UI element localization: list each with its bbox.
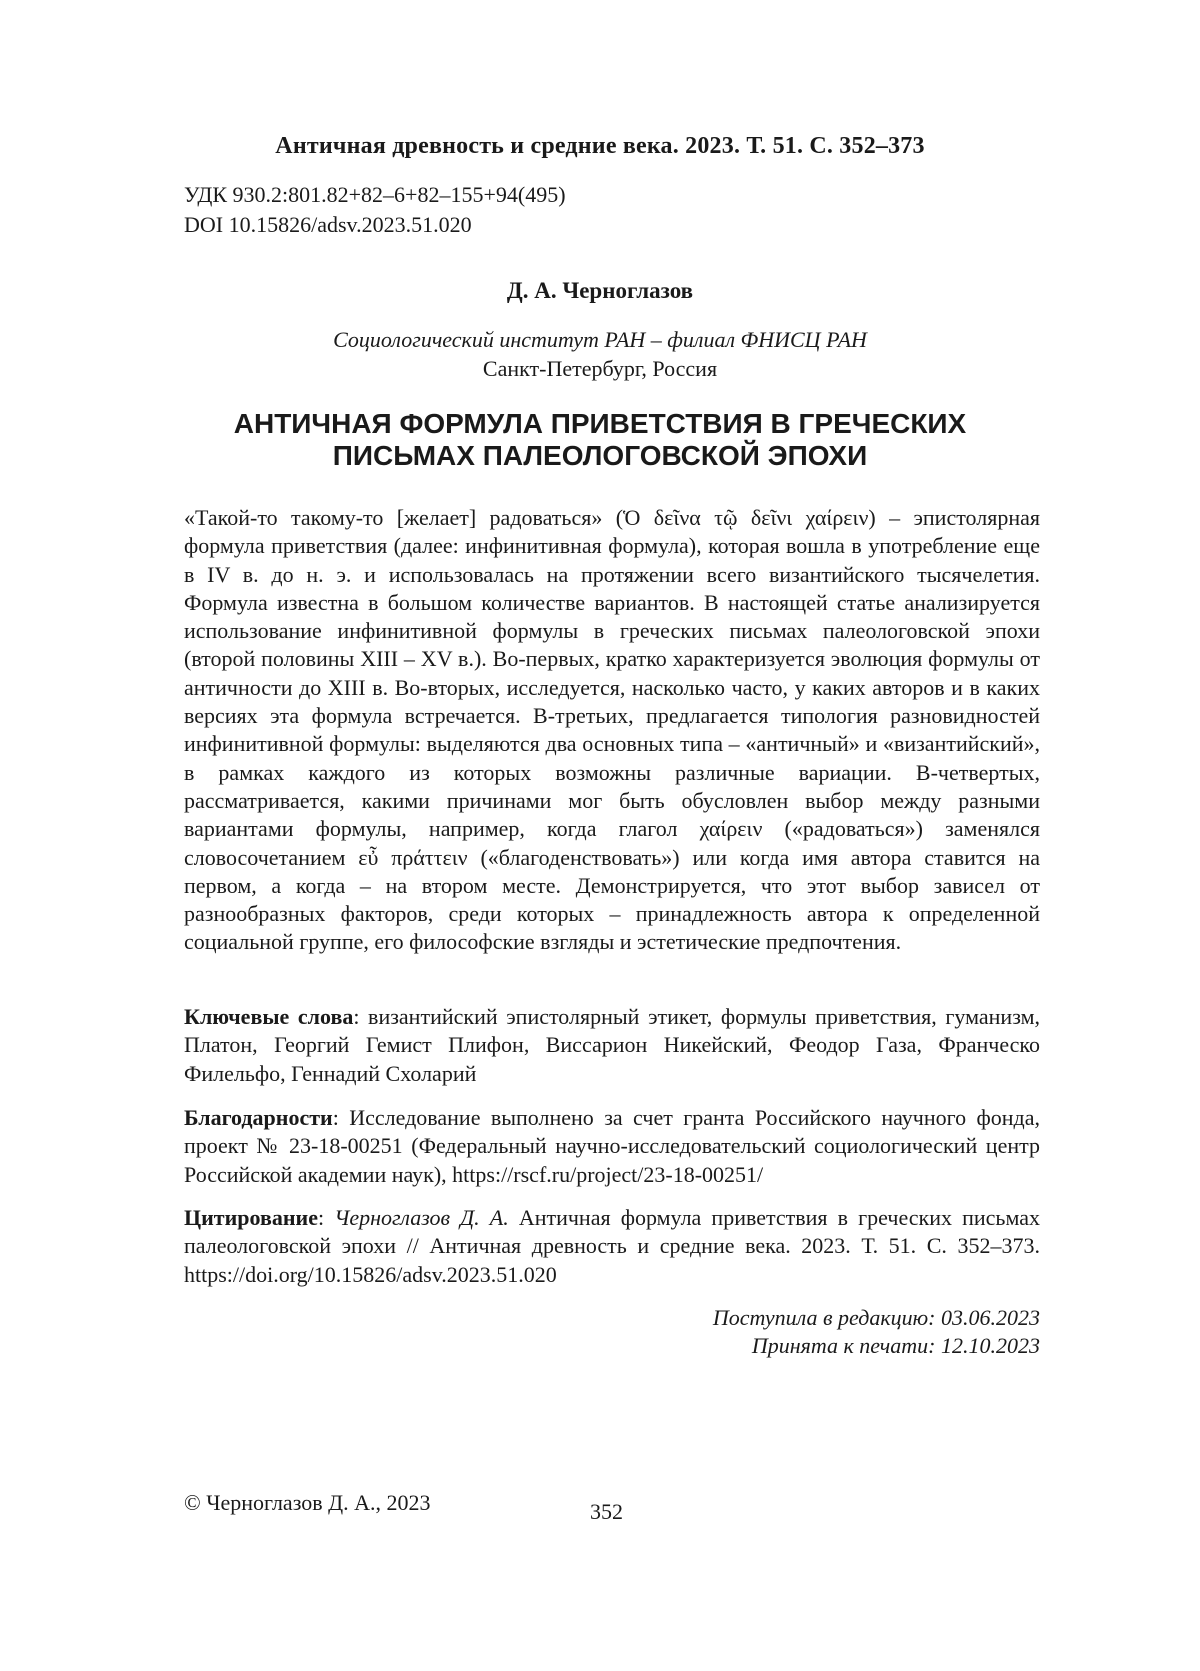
citation-text: Античная формула приветствия в греческих письмах палеологовской эпохи // Античная древность и средние века. 2023. Т. 51. С. 352–373. https://doi.org/10.15826/adsv.2023.51.020	[184, 1205, 1040, 1287]
keywords	[184, 1003, 1040, 1088]
page-number: 352	[590, 1499, 623, 1524]
affiliation-institution: Социологический институт РАН – филиал ФНИСЦ РАН	[333, 327, 867, 352]
affiliation	[0, 325, 1200, 383]
abstract: «Такой-то такому-то [желает] радоваться» (Ὁ δεῖνα τῷ δεῖνι χαίρειν) – эпистолярная формула приветствия (далее: инфинитивная формула), которая вошла в употребление еще в IV в. до н. э. и использовалась на протяжении всего византийского тысячелетия. Формула известна в большом количестве вариантов. В настоящей статье анализируется использование инфинитивной формулы в греческих письмах палеологовской эпохи (второй половины XIII – XV в.). Во-первых, кратко характеризуется эволюция формулы от античности до XIII в. Во-вторых, исследуется, насколько часто, у каких авторов и в каких версиях эта формула встречается. В-третьих, предлагается типология разновидностей инфинитивной формулы: выделяются два основных типа – «античный» и «византийский», в рамках каждого из которых возможны различные вариации. В-четвертых, рассматривается, какими причинами мог быть обусловлен выбор между разными вариантами формулы, например, когда глагол χαίρειν («радоваться») заменялся словосочетанием εὖ πράττειν («благоденствовать») или когда имя автора ставится на первом, а когда – на втором месте. Демонстрируется, что этот выбор зависел от разнообразных факторов, среди которых – принадлежность автора к определенной социальной группе, его философские взгляды и эстетические предпочтения.	[184, 505, 1040, 955]
accepted-date: Принята к печати: 12.10.2023	[751, 1333, 1040, 1358]
acknowledgments	[184, 1104, 1040, 1189]
udc-code: УДК 930.2:801.82+82–6+82–155+94(495)	[184, 182, 566, 207]
article-title-line-1: АНТИЧНАЯ ФОРМУЛА ПРИВЕТСТВИЯ В ГРЕЧЕСКИХ	[233, 408, 967, 439]
author-name: Д. А. Черноглазов	[506, 278, 694, 303]
submission-dates	[184, 1304, 1040, 1360]
keywords-text: : византийский эпистолярный этикет, формулы приветствия, гуманизм, Платон, Георгий Гемист Плифон, Виссарион Никейский, Феодор Газа, Франческо Филельфо, Геннадий Схоларий	[184, 1004, 1040, 1086]
acknowledgments-label: Благодарности	[184, 1105, 333, 1130]
citation	[184, 1204, 1040, 1289]
citation-label: Цитирование	[184, 1205, 318, 1230]
doi: DOI 10.15826/adsv.2023.51.020	[184, 212, 472, 237]
affiliation-city: Санкт-Петербург, Россия	[482, 356, 718, 381]
received-date: Поступила в редакцию: 03.06.2023	[712, 1305, 1040, 1330]
keywords-label: Ключевые слова	[184, 1004, 354, 1029]
article-title-line-2: ПИСЬМАХ ПАЛЕОЛОГОВСКОЙ ЭПОХИ	[332, 440, 868, 471]
acknowledgments-text: : Исследование выполнено за счет гранта Российского научного фонда, проект № 23-18-00251 (Федеральный научно-исследовательский социологический центр Российской академии наук), https://rscf.ru/project/23-18-00251/	[184, 1105, 1040, 1187]
copyright-notice: © Черноглазов Д. А., 2023	[184, 1490, 431, 1515]
journal-header: Античная древность и средние века. 2023. Т. 51. С. 352–373	[275, 133, 925, 159]
citation-author: Черноглазов Д. А.	[334, 1205, 509, 1230]
article-title	[150, 408, 1050, 472]
citation-separator: :	[317, 1205, 335, 1230]
